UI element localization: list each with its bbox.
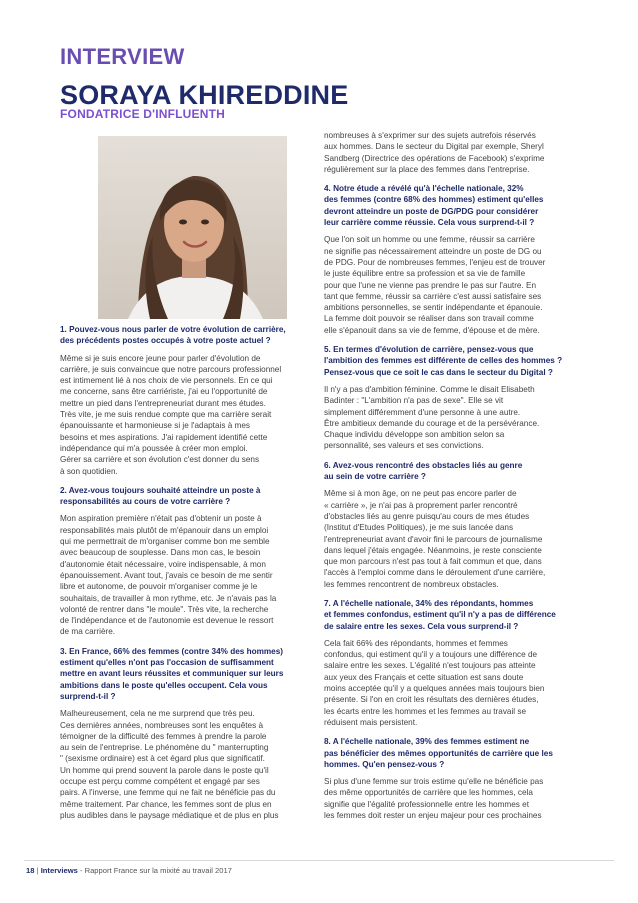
text-line: des précédents postes occupés à votre poste actuel ? [60,336,271,346]
question [60,324,314,347]
text-line: dans lequel j'étais engagée. Néanmoins, je reste consciente [324,545,542,555]
text-line: mettre un pied dans l'entrepreneuriat durant mes études. [60,398,266,408]
text-line: aux yeux des Français et cette situation est sans doute [324,672,524,682]
text-line: Même si à mon âge, on ne peut pas encore parler de [324,489,517,499]
question [324,460,582,483]
text-line: confondus, qui estiment qu'il y a toujours une différence de [324,650,538,660]
text-line: 1. Pouvez-vous nous parler de votre évolution de carrière, [60,325,286,334]
page-number: 18 [26,866,35,875]
text-line: 6. Avez-vous rencontré des obstacles liés au genre [324,460,523,470]
text-line: l'entrepreneuriat avant d'avoir fini le parcours de journalisme [324,534,543,544]
text-line: des même opportunités de carrière que les hommes, cela [324,788,533,798]
text-line: le juste équilibre entre sa profession et sa vie de famille [324,269,526,279]
text-line: Sandberg (Directrice des opérations de Facebook) s'exprime [324,153,545,163]
text-line: Un homme qui prend souvent la parole dans le poste qu'il [60,765,269,775]
text-line: souhaitais, de travailler à mon rythme, etc. Je n'avais pas la [60,593,277,603]
text-line: 8. A l'échelle nationale, 39% des femmes estiment ne [324,737,530,747]
text-line: besoins et mes aspirations. J'ai rapidement identifié cette [60,432,268,442]
text-line: Badinter : "L'ambition n'a pas de sexe". Elle se vit [324,396,504,406]
text-line: libre et autonome, de pouvoir m'organiser comme je le [60,582,258,592]
question [324,344,582,378]
text-line: les femmes rencontrent de nombreux obstacles. [324,579,499,589]
answer [324,130,582,175]
answer [324,776,582,821]
text-line: l'ambition des femmes est différente de celles des hommes ? [324,356,563,366]
left-column [60,324,314,829]
text-line: est intimement lié à nos choix de vie personnels. En ce qui [60,376,273,386]
text-line: Gérer sa carrière et son évolution c'est donner du sens [60,455,260,465]
text-line: estiment qu'elles n'ont pas l'occasion de suffisamment [60,658,274,668]
section-kicker: INTERVIEW [60,44,185,69]
text-line: ambitions dans le poste qu'elles occupent. Cela vous [60,680,268,690]
text-line: Très vite, je me suis rendue compte que ma carrière serait [60,410,272,420]
text-line: Il n'y a pas d'ambition féminine. Comme le disait Elisabeth [324,384,535,394]
text-line: nombreuses à s'exprimer sur des sujets autrefois réservés [324,131,536,140]
text-line: régulièrement sur la place des femmes dans l'entreprise. [324,164,530,174]
question [324,736,582,770]
text-line: à son quotidien. [60,466,118,476]
text-line: surprend-t-il ? [60,691,116,701]
footer-section: Interviews [40,866,78,875]
footer-separator: | [36,866,39,875]
right-column [324,130,582,829]
text-line: salaire entre les sexes. L'égalité n'est toujours pas atteinte [324,661,536,671]
text-line: témoigner de la difficulté des femmes à prendre la parole [60,731,267,741]
text-line: d'autonomie était nécessaire, voire indispensable, à mon [60,559,266,569]
text-line: occupe est perçu comme compétent et engagé par ses [60,776,260,786]
text-line: qui me permettrait de m'organiser comme bon me semble [60,537,270,547]
text-line: avec beaucoup de souplesse. Dans mon cas, le besoin [60,548,261,558]
text-line: carrière, je suis convaincue que notre parcours professionnel [60,364,282,374]
text-line: 7. A l'échelle nationale, 34% des répondants, hommes [324,598,534,608]
text-line: pairs. A l'inverse, une femme qui ne fait ne bénéficie pas du [60,788,276,798]
text-line: 5. En termes d'évolution de carrière, pensez-vous que [324,345,534,355]
text-line: Être ambitieux demande du courage et de la persévérance. [324,418,540,428]
answer [60,513,314,637]
text-line: des femmes (contre 68% des hommes) estiment qu'elles [324,195,544,205]
text-line: les femmes doit rester un enjeu majeur pour ces prochaines [324,811,542,821]
text-line: de salaire entre les sexes. Cela vous surprend-il ? [324,621,519,631]
answer [324,234,582,336]
text-line: même traitement. Par chance, les femmes sont de plus en [60,799,272,809]
text-line: aux hommes. Dans le secteur du Digital par exemple, Sheryl [324,142,544,152]
text-line: ambitions personnelles, se sentir indépendante et épanouie. [324,303,543,313]
page-footer [26,866,232,875]
answer [324,638,582,728]
interviewee-name: SORAYA KHIREDDINE [60,80,349,110]
portrait-illustration [98,136,287,319]
answer [60,353,314,477]
text-line: elle s'épanouit dans sa vie de femme, d'épouse et de mère. [324,325,540,335]
text-line: tant que femme, réussir sa carrière c'est aussi satisfaire ses [324,291,542,301]
answer [60,708,314,821]
text-line: signifie que l'égalité professionnelle entre les hommes et [324,799,530,809]
text-line: " (sexisme ordinaire) est à cet égard plus que significatif. [60,754,265,764]
text-line: Cela fait 66% des répondants, hommes et femmes [324,638,508,648]
question [60,485,314,508]
text-line: La femme doit pouvoir se réaliser dans son travail comme [324,314,534,324]
text-line: volonté de rentrer dans "le moule". Très vite, la recherche [60,604,269,614]
text-line: responsabilités au cours de votre carrière ? [60,497,231,507]
text-line: Même si je suis encore jeune pour parler d'évolution de [60,353,261,363]
text-line: devront atteindre un poste de DG/PDG pour considérer [324,206,539,216]
text-line: épanouissante et harmonieuse si je l'adaptais à mes [60,421,250,431]
answer [324,384,582,452]
text-line: 4. Notre étude a révélé qu'à l'échelle nationale, 32% [324,184,524,194]
text-line: moins acceptée qu'il y a quelques années mais toujours bien [324,684,545,694]
text-line: « carrière », je n'ai pas à proprement parler rencontré [324,500,518,510]
text-line: au sein de votre carrière ? [324,472,426,482]
text-line: et femmes confondus, estiment qu'il n'y a pas de différence [324,610,556,620]
text-line: Pensez-vous que ce soit le cas dans le secteur du Digital ? [324,367,553,377]
text-line: Mon aspiration première n'était pas d'obtenir un poste à [60,514,262,524]
text-line: pas bénéficier des mêmes opportunités de carrière que les [324,748,553,758]
text-line: plus audibles dans le paysage médiatique et de plus en plus [60,810,279,820]
text-line: réduisent mais persistent. [324,717,418,727]
text-line: Chaque individu développe son ambition selon sa [324,430,505,440]
text-line: de l'indépendance et de l'autonomie est devenue le ressort [60,616,274,626]
footer-title: - Rapport France sur la mixité au travail 2017 [77,866,232,875]
text-line: épanouissement. Avant tout, j'avais ce besoin de me sentir [60,570,273,580]
text-line: me concerne, sans être carriériste, j'ai eu l'opportunité de [60,387,268,397]
text-line: responsabilités mais plutôt de m'épanouir dans un emploi [60,525,269,535]
portrait-photo [98,136,287,319]
text-line: l'accès à l'emploi comme dans le déroulement d'une carrière, [324,568,546,578]
interviewee-role: FONDATRICE D'INFLUENTH [60,107,226,121]
text-line: les écarts entre les hommes et les femmes au travail se [324,706,527,716]
answer [324,488,582,590]
text-line: indépendance qui m'a poussée à créer mon emploi. [60,443,248,453]
text-line: personnalité, ses valeurs et ses convictions. [324,441,484,451]
text-line: 3. En France, 66% des femmes (contre 34% des hommes) [60,646,283,656]
text-line: Que l'on soit un homme ou une femme, réussir sa carrière [324,235,535,245]
text-line: d'obstacles liés au genre puisqu'au cours de mes études [324,511,530,521]
text-line: hommes. Qu'en pensez-vous ? [324,759,445,769]
text-line: ne signifie pas nécessairement atteindre un poste de DG ou [324,246,542,256]
text-line: Ces dernières années, nombreuses sont les enquêtes à [60,720,263,730]
text-line: leur carrière comme réussie. Cela vous surprend-t-il ? [324,218,535,228]
footer-divider [24,860,614,861]
text-line: simplement différemment d'une personne à une autre. [324,407,521,417]
text-line: présente. Si l'on en croit les résultats des dernières études, [324,695,539,705]
text-line: mettre en avant leurs réussites et communiquer sur leurs [60,669,284,679]
text-line: de PDG. Pour de nombreuses femmes, l'enjeu est de trouver [324,257,546,267]
text-line: Malheureusement, cela ne me surprend que très peu. [60,709,255,719]
text-line: Si plus d'une femme sur trois estime qu'elle ne bénéficie pas [324,777,544,787]
text-line: (Institut d'Etudes Politiques), je me suis lancée dans [324,523,514,533]
text-line: 2. Avez-vous toujours souhaité atteindre un poste à [60,485,261,495]
question [60,646,314,702]
text-line: de ma carrière. [60,627,116,637]
text-line: que mon parcours n'est pas tout à fait commun et que, dans [324,557,542,567]
text-line: pour que l'une ne vienne pas prendre le pas sur l'autre. En [324,280,537,290]
question [324,598,582,632]
text-line: au sein de l'entreprise. Le phénomène du " manterrupting [60,743,269,753]
question [324,183,582,228]
